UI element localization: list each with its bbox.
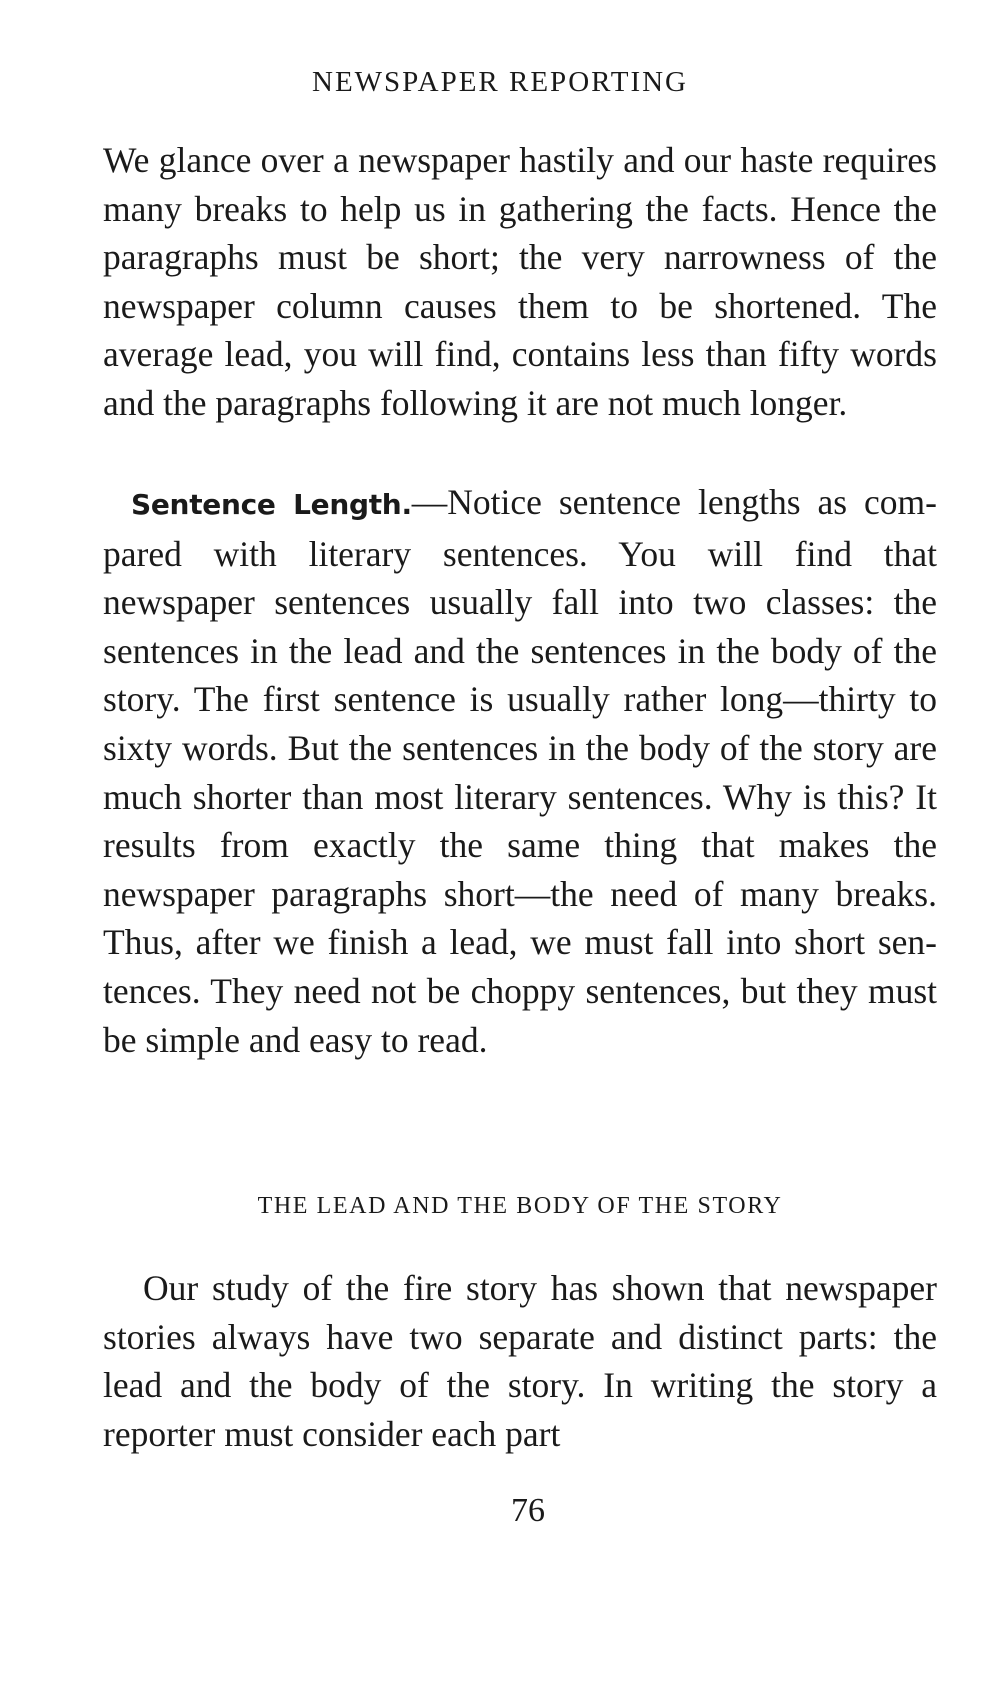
page-number: 76	[511, 1492, 545, 1529]
paragraph-sentence-length-text: —Notice sentence lengths as compared with literary sentences. You will find that newspaper sentences usually fall into two classes: the sentences in the lead and the sentences in the body of the story. The first sentence is usually rather long—thirty to sixty words. But the sentences in the body of the story are much shorter than most literary sentences. Why is this? It results from exactly the same thing that makes the newspaper paragraphs short—the need of many breaks. Thus, after we finish a lead, we must fall into short sentences. They need not be choppy sentences, but they must be simple and easy to read.	[103, 482, 937, 1060]
paragraph-lead-and-body: Our study of the fire story has shown that newspaper stories always have two separate and distinct parts: the lead and the body of the story. In writing the story a reporter must consider each part	[103, 1268, 937, 1454]
running-head: NEWSPAPER REPORTING	[312, 66, 688, 98]
paragraph-short-paragraphs: We glance over a newspaper hastily and our haste requires many breaks to help us in gathering the facts. Hence the paragraphs must be short; the very narrowness of the newspaper column causes them to be shortened. The average lead, you will find, contains less than fifty words and the paragraphs following it are not much longer.	[103, 140, 937, 423]
run-in-heading-sentence-length: Sentence Length.	[131, 488, 412, 521]
section-heading: THE LEAD AND THE BODY OF THE STORY	[257, 1193, 783, 1219]
paragraph-sentence-length	[103, 478, 937, 1064]
